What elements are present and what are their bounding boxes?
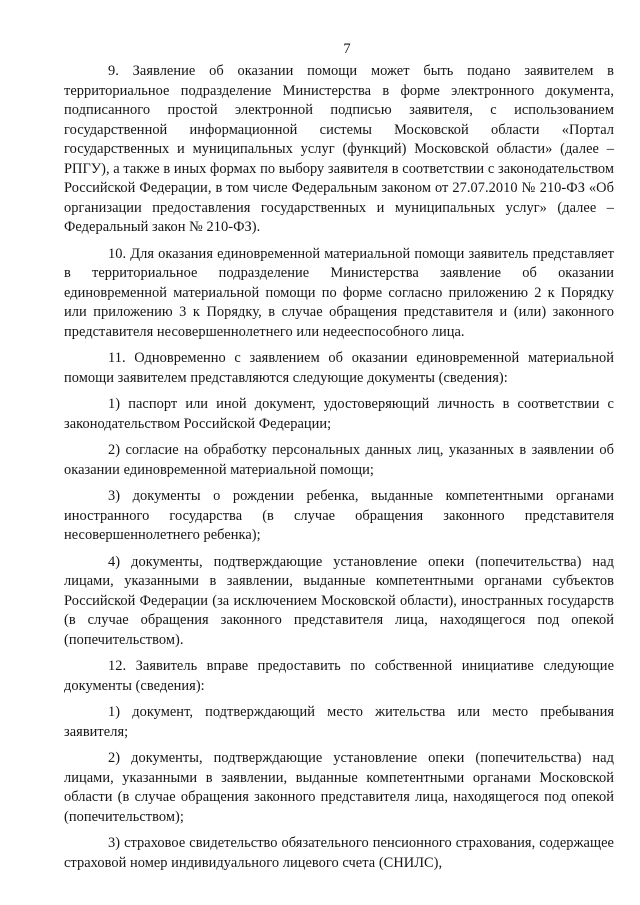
paragraph-11-item-3: 3) документы о рождении ребенка, выданные компетентными органами иностранного государства (в случае обращения законного представителя несовершеннолетнего ребенка); [64,488,614,543]
paragraph-11: 11. Одновременно с заявлением об оказании единовременной материальной помощи заявителем представляются следующие документы (сведения): [64,350,614,386]
paragraph-12-item-3: 3) страховое свидетельство обязательного пенсионного страхования, содержащее страховой номер индивидуального лицевого счета (СНИЛС), [64,835,614,871]
paragraph-10: 10. Для оказания единовременной материальной помощи заявитель представляет в территориальное подразделение Министерства заявление об оказании единовременной материальной помощи по форме согласно приложению 2 к Порядку или приложению 3 к Порядку, в случае обращения представителя и (или) законного представителя несовершеннолетнего или недееспособного лица. [64,245,614,340]
paragraph-11-item-2: 2) согласие на обработку персональных данных лиц, указанных в заявлении об оказании единовременной материальной помощи; [64,442,614,478]
paragraph-12-item-1: 1) документ, подтверждающий место жительства или место пребывания заявителя; [64,704,614,740]
paragraph-12: 12. Заявитель вправе предоставить по собственной инициативе следующие документы (сведения): [64,658,614,694]
paragraph-11-item-4: 4) документы, подтверждающие установление опеки (попечительства) над лицами, указанными в заявлении, выданные компетентными органами субъектов Российской Федерации (за исключением Московской области), иностранных государств (в случае обращения законного представителя лица, находящегося под опекой (попечительством). [64,553,614,648]
paragraph-9: 9. Заявление об оказании помощи может быть подано заявителем в территориальное подразделение Министерства в форме электронного документа, подписанного простой электронной подписью заявителя, с использованием государственной информационной системы Московской области «Портал государственных и муниципальных услуг (функций) Московской области» (далее – РПГУ), а также в иных формах по выбору заявителя в соответствии с законодательством Российской Федерации, в том числе Федеральным законом от 27.07.2010 № 210-ФЗ «Об организации предоставления государственных и муниципальных услуг» (далее – Федеральный закон № 210-ФЗ). [64,63,614,235]
paragraph-12-item-2: 2) документы, подтверждающие установление опеки (попечительства) над лицами, указанными в заявлении, выданные компетентными органами Московской области (в случае обращения законного представителя лица, находящегося под опекой (попечительством); [64,750,614,825]
paragraph-11-item-1: 1) паспорт или иной документ, удостоверяющий личность в соответствии с законодательством Российской Федерации; [64,396,614,432]
page-number: 7 [343,41,351,57]
